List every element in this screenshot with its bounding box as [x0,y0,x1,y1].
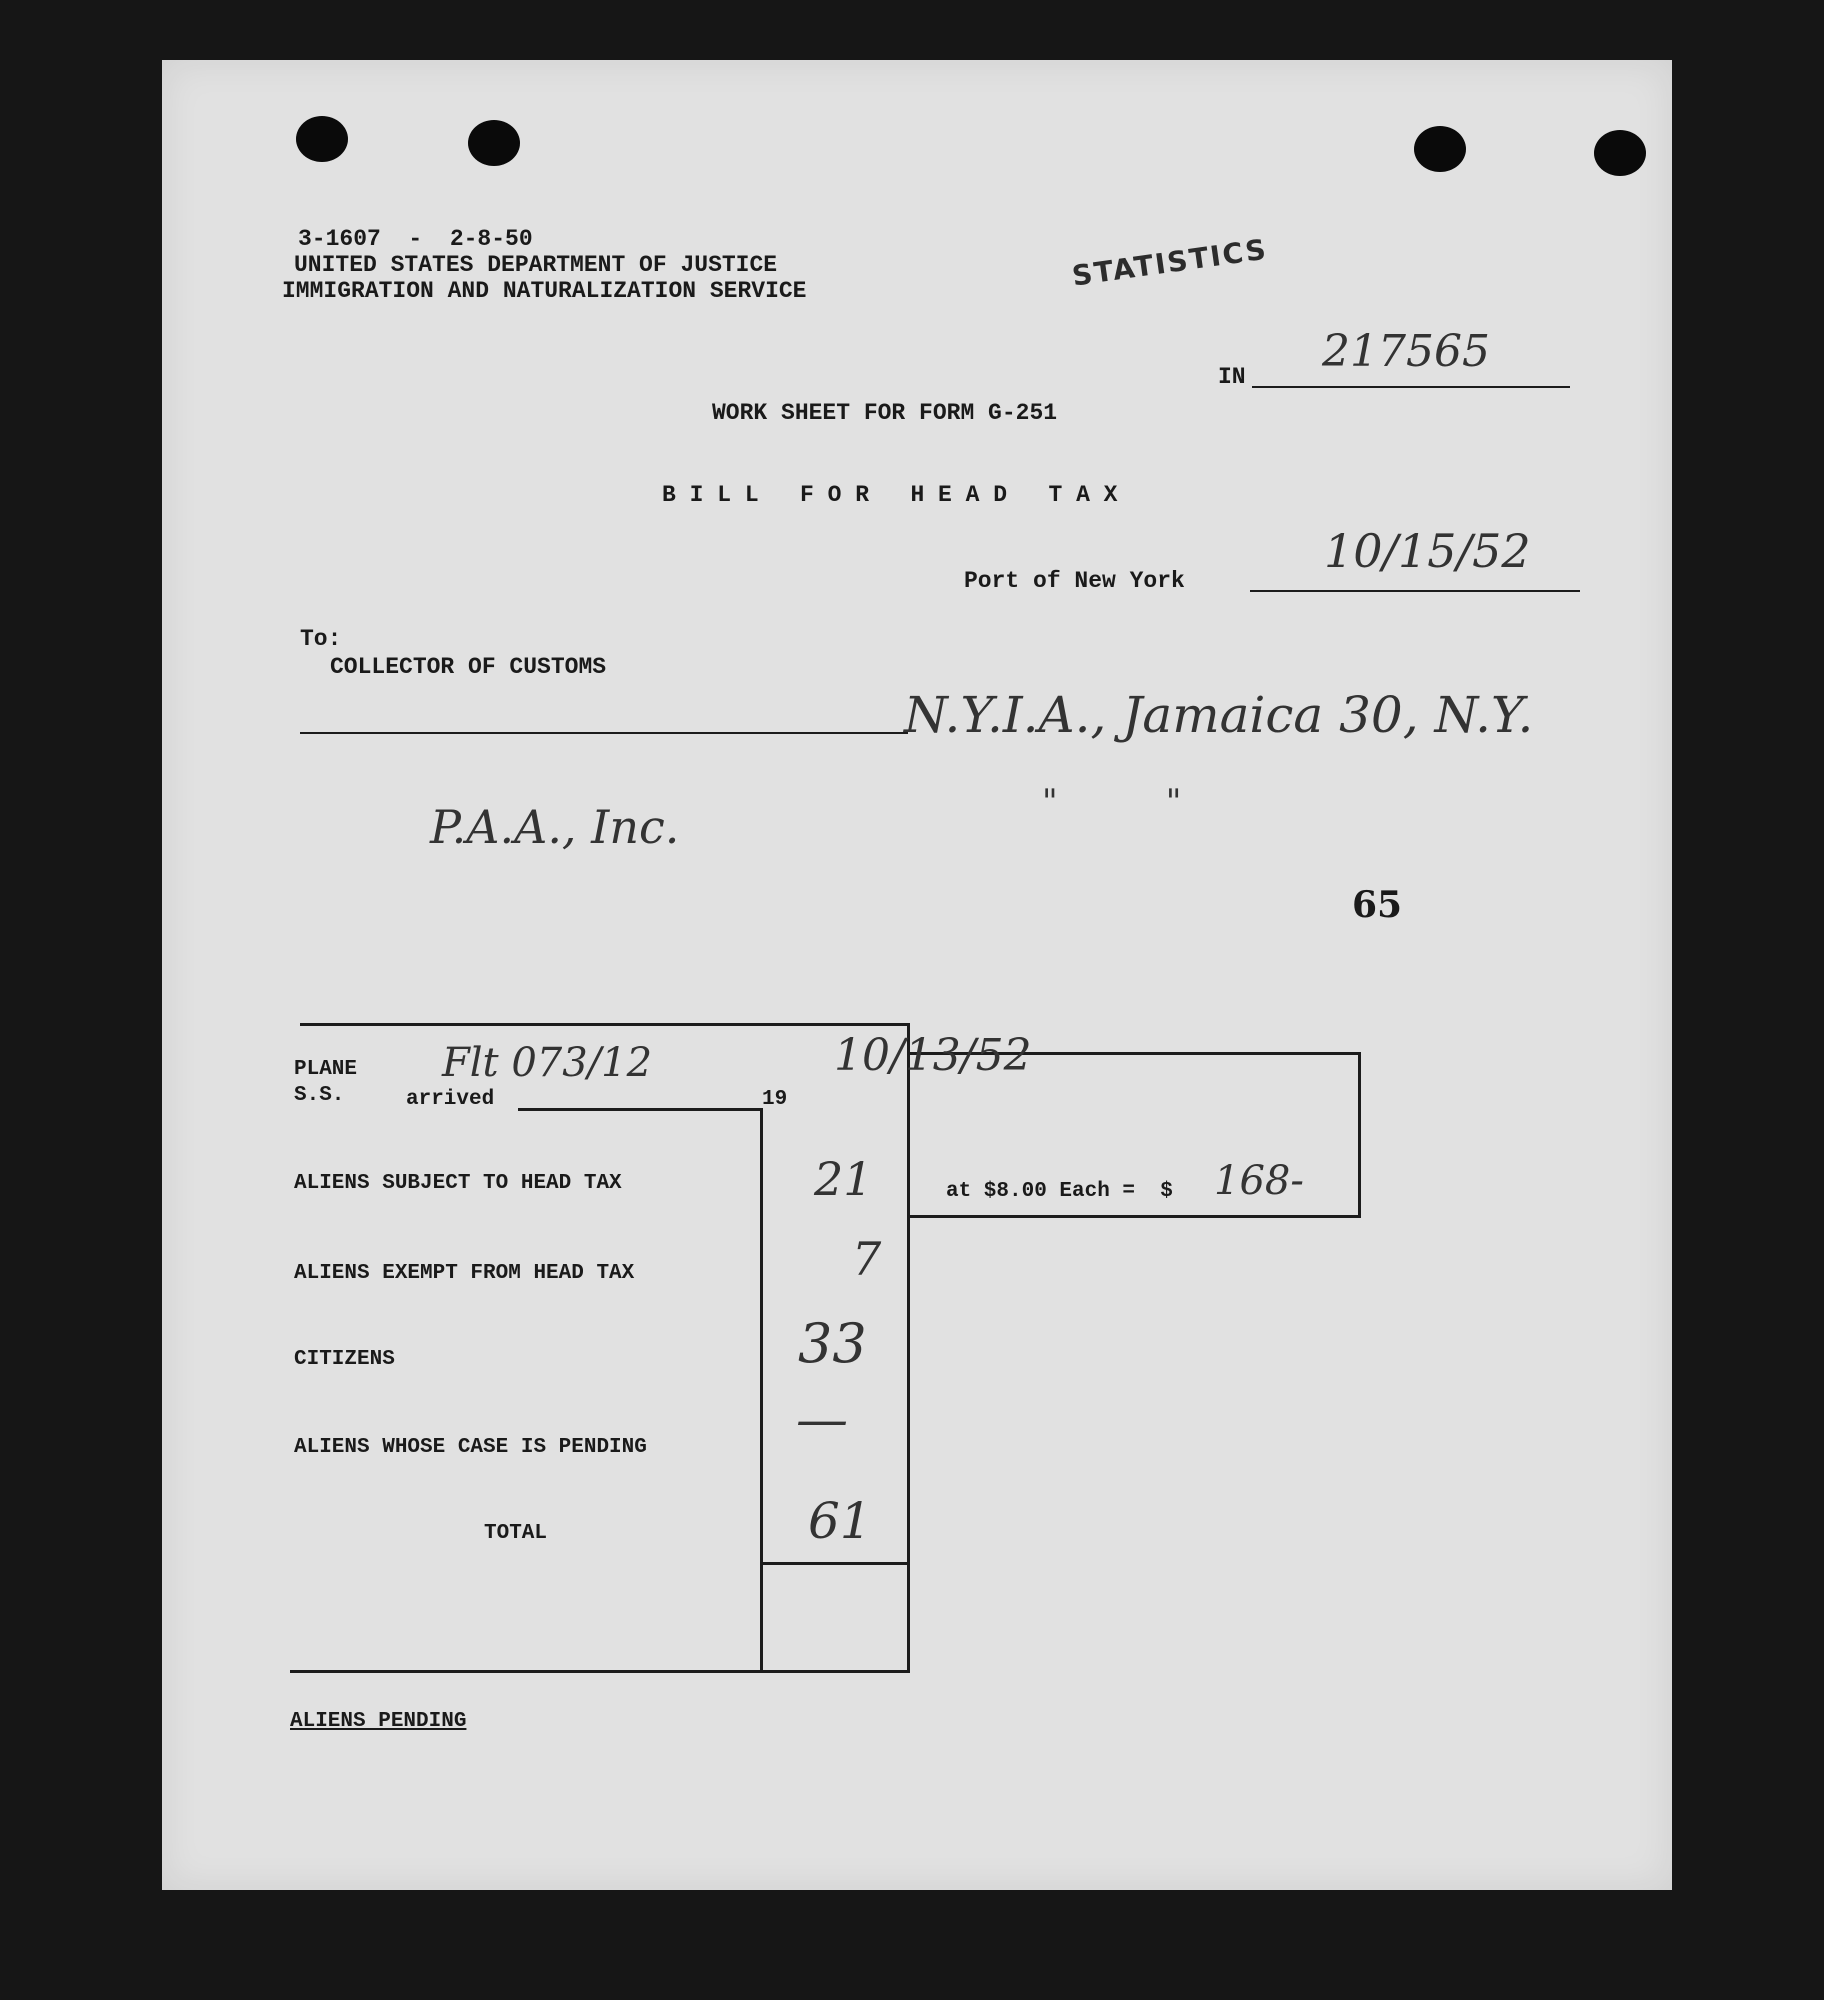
flight-number: Flt 073/12 [442,1040,653,1086]
punch-hole [1594,130,1646,176]
arrival-date: 10/13/52 [834,1030,1032,1081]
row-label-subject: ALIENS SUBJECT TO HEAD TAX [294,1172,622,1195]
row-value-citizens: 33 [798,1312,867,1375]
row-value-pending: — [796,1390,848,1450]
punch-hole [468,120,520,166]
ditto-marks: " " [1042,782,1182,822]
year-label: 19 [762,1088,788,1111]
plane-label: PLANE [294,1058,358,1081]
worksheet-title: WORK SHEET FOR FORM G-251 [712,400,1058,426]
document-number: 217565 [1322,326,1490,377]
rate-text: at $8.00 Each = $ [946,1180,1173,1203]
number-label: IN [1218,364,1246,390]
row-label-citizens: CITIZENS [294,1348,395,1371]
form-code: 3-1607 - 2-8-50 [298,226,533,252]
sheet-number: 65 [1352,884,1403,926]
ss-label: S.S. [294,1084,345,1107]
column-right-line [907,1023,910,1673]
recipient-location: N.Y.I.A., Jamaica 30, N.Y. [904,686,1534,744]
row-label-exempt: ALIENS EXEMPT FROM HEAD TAX [294,1262,635,1285]
port-label: Port of New York [964,568,1185,594]
date-underline [1250,590,1580,592]
number-underline [1252,386,1570,388]
row-value-exempt: 7 [852,1232,882,1286]
total-separator-line [760,1562,910,1565]
punch-hole [1414,126,1466,172]
aliens-pending-label: ALIENS PENDING [290,1710,467,1733]
punch-hole [296,116,348,162]
arrived-label: arrived [406,1088,495,1111]
row-value-subject: 21 [814,1152,873,1206]
port-date: 10/15/52 [1324,524,1531,578]
statistics-stamp: STATISTICS [1070,232,1270,293]
right-box-bottom-line [908,1215,1361,1218]
row-label-pending: ALIENS WHOSE CASE IS PENDING [294,1436,647,1459]
column-left-line [760,1108,763,1673]
to-label: To: [300,626,342,652]
table-bottom-line [290,1670,910,1673]
right-box-right-line [1358,1052,1361,1217]
document-page [162,60,1672,1890]
arrived-underline [518,1108,762,1111]
carrier-name: P.A.A., Inc. [430,800,680,854]
total-label: TOTAL [484,1522,548,1545]
department-name: UNITED STATES DEPARTMENT OF JUSTICE [294,252,778,278]
recipient: COLLECTOR OF CUSTOMS [330,654,607,680]
tax-amount: 168- [1214,1158,1304,1204]
total-value: 61 [808,1492,872,1550]
recipient-underline [300,732,908,734]
service-name: IMMIGRATION AND NATURALIZATION SERVICE [282,278,807,304]
bill-title: B I L L F O R H E A D T A X [662,482,1118,508]
table-top-line [300,1023,910,1026]
